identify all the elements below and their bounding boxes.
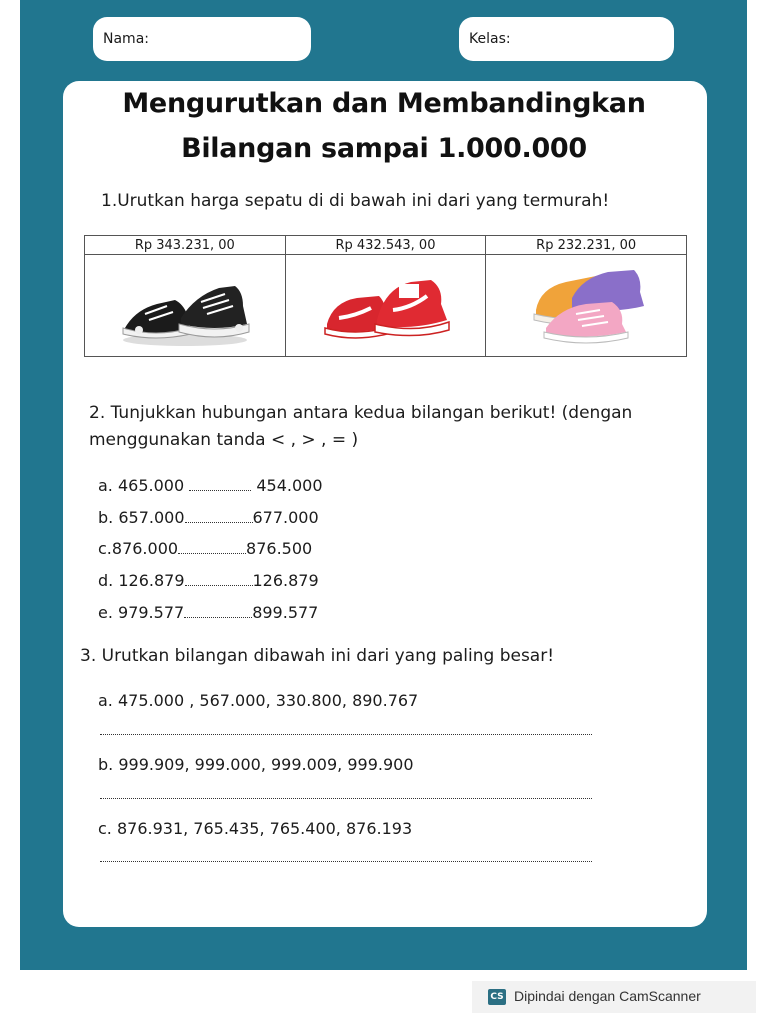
comparison-item-a bbox=[98, 476, 323, 495]
ordering-item-b: b. 999.909, 999.000, 999.009, 999.900 bbox=[98, 755, 414, 774]
question-2-line1: 2. Tunjukkan hubungan antara kedua bilangan berikut! (dengan bbox=[89, 403, 633, 423]
comparison-right: 677.000 bbox=[252, 508, 319, 527]
comparison-left: b. 657.000 bbox=[98, 508, 185, 527]
shoe-image-cell-1 bbox=[85, 255, 286, 357]
comparison-right: 876.500 bbox=[246, 539, 313, 558]
class-field: Kelas: bbox=[459, 17, 674, 61]
shoe-image-cell-2 bbox=[285, 255, 486, 357]
comparison-right: 126.879 bbox=[252, 571, 319, 590]
comparison-right: 454.000 bbox=[256, 476, 323, 495]
comparison-left: a. 465.000 bbox=[98, 476, 185, 495]
answer-line-a[interactable] bbox=[100, 734, 592, 735]
question-2-line2: menggunakan tanda < , > , = ) bbox=[89, 430, 359, 450]
red-sneakers-image bbox=[315, 258, 455, 350]
answer-line-b[interactable] bbox=[100, 798, 592, 799]
colorful-sneakers-image bbox=[516, 258, 656, 350]
price-cell-1: Rp 343.231, 00 bbox=[85, 236, 286, 255]
comparison-item-d bbox=[98, 571, 319, 590]
answer-blank[interactable] bbox=[185, 510, 253, 523]
comparison-left: e. 979.577 bbox=[98, 603, 185, 622]
camscanner-watermark bbox=[472, 981, 756, 1013]
shoe-image-cell-3 bbox=[486, 255, 687, 357]
worksheet-title-line1: Mengurutkan dan Membandingkan bbox=[122, 88, 646, 119]
shoe-price-table bbox=[84, 235, 687, 357]
answer-line-c[interactable] bbox=[100, 861, 592, 862]
answer-blank[interactable] bbox=[185, 573, 253, 586]
question-1: 1.Urutkan harga sepatu di di bawah ini dari yang termurah! bbox=[101, 191, 610, 211]
answer-blank[interactable] bbox=[178, 541, 246, 554]
question-3: 3. Urutkan bilangan dibawah ini dari yang paling besar! bbox=[80, 646, 555, 666]
comparison-item-c bbox=[98, 539, 312, 558]
comparison-item-e bbox=[98, 603, 318, 622]
comparison-right: 899.577 bbox=[252, 603, 319, 622]
answer-blank[interactable] bbox=[184, 605, 252, 618]
comparison-item-b bbox=[98, 508, 319, 527]
ordering-item-c: c. 876.931, 765.435, 765.400, 876.193 bbox=[98, 819, 413, 838]
price-cell-2: Rp 432.543, 00 bbox=[285, 236, 486, 255]
answer-blank[interactable] bbox=[189, 478, 251, 491]
black-sneakers-image bbox=[115, 258, 255, 350]
ordering-item-a: a. 475.000 , 567.000, 330.800, 890.767 bbox=[98, 691, 419, 710]
camscanner-text: Dipindai dengan CamScanner bbox=[514, 988, 701, 1004]
price-cell-3: Rp 232.231, 00 bbox=[486, 236, 687, 255]
comparison-left: d. 126.879 bbox=[98, 571, 185, 590]
worksheet-title-line2: Bilangan sampai 1.000.000 bbox=[181, 133, 587, 164]
comparison-left: c.876.000 bbox=[98, 539, 179, 558]
name-field: Nama: bbox=[93, 17, 311, 61]
camscanner-logo-icon: CS bbox=[488, 989, 506, 1005]
